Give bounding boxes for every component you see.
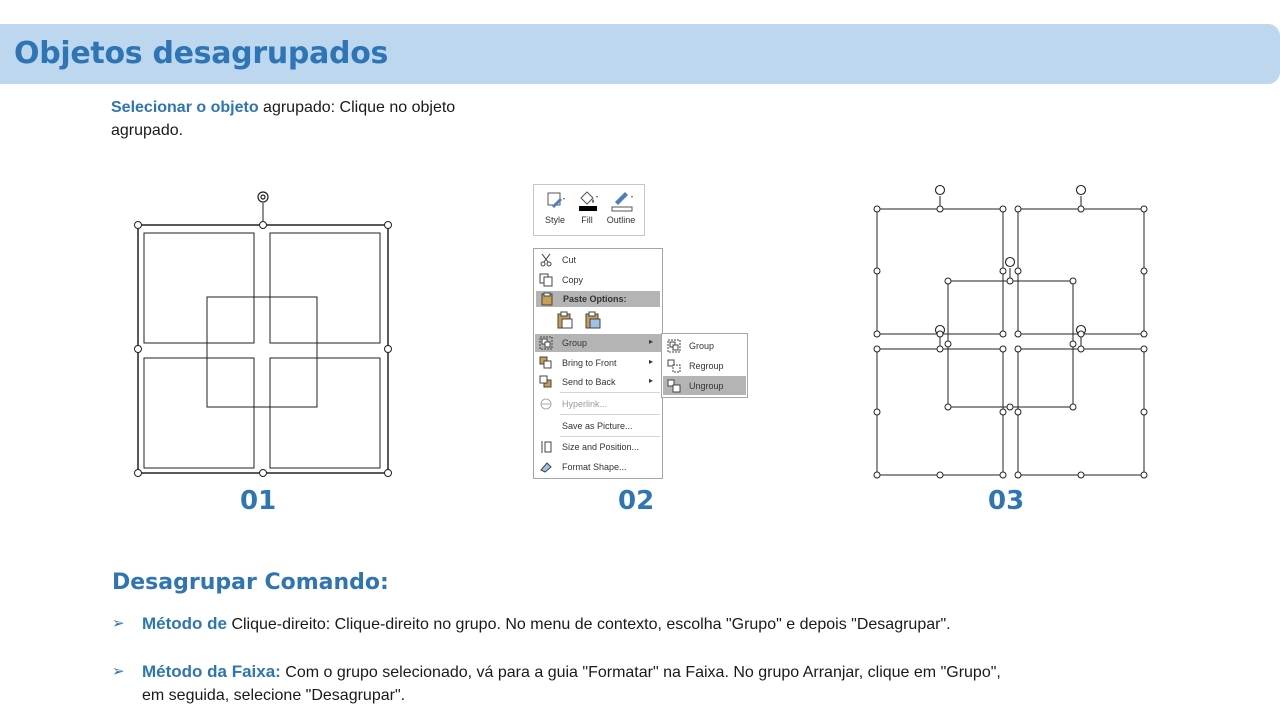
paste-options-header: Paste Options:	[536, 291, 660, 307]
style-button[interactable]: Style	[538, 185, 572, 235]
mini-toolbar	[533, 184, 645, 236]
ungroup-icon	[667, 379, 681, 393]
menu-separator	[560, 414, 660, 415]
submenu-item-regroup[interactable]: Regroup	[663, 356, 746, 375]
figure-label-02: 02	[618, 486, 655, 516]
menu-item-save-as-picture[interactable]: Save as Picture...	[562, 421, 633, 431]
menu-item-group[interactable]: Group ▸	[535, 334, 661, 352]
section-title: Desagrupar Comando:	[112, 570, 389, 595]
chevron-right-icon: ▸	[648, 337, 653, 346]
regroup-icon	[667, 359, 681, 373]
submenu-item-group[interactable]: Group	[663, 336, 746, 355]
scissors-icon	[539, 253, 553, 267]
figure-label-03: 03	[988, 486, 1025, 516]
copy-icon	[539, 273, 553, 287]
menu-item-send-to-back[interactable]: Send to Back ▸	[535, 373, 661, 391]
intro-text	[111, 96, 531, 142]
fill-bucket-icon	[577, 188, 599, 212]
rotate-handle-icon	[258, 192, 268, 202]
intro-rest: agrupado: Clique no objeto agrupado.	[111, 99, 456, 139]
style-icon	[546, 190, 566, 210]
arrow-bullet-icon: ➢	[112, 663, 125, 680]
clipboard-icon	[540, 292, 554, 306]
format-shape-icon	[539, 460, 553, 474]
context-menu	[533, 248, 663, 479]
menu-item-bring-to-front[interactable]: Bring to Front ▸	[535, 354, 661, 372]
selection-handles	[874, 206, 1147, 478]
menu-item-hyperlink: Hyperlink...	[535, 395, 661, 413]
paste-picture-icon	[584, 311, 602, 329]
figure-label-01: 01	[240, 486, 277, 516]
bring-to-front-icon	[539, 356, 553, 370]
figure-grouped	[125, 185, 405, 485]
menu-item-copy[interactable]: Copy	[535, 271, 661, 289]
title-bar	[0, 24, 1280, 84]
menu-item-size-and-position[interactable]: Size and Position...	[535, 438, 661, 456]
intro-bold: Selecionar o objeto	[111, 99, 259, 116]
selection-handles	[135, 222, 392, 477]
outline-button[interactable]: Outline	[604, 185, 638, 235]
size-position-icon	[539, 440, 553, 454]
fill-button[interactable]: Fill	[570, 185, 604, 235]
menu-separator	[560, 392, 660, 393]
menu-item-format-shape[interactable]: Format Shape...	[535, 458, 661, 476]
group-submenu	[661, 333, 748, 398]
hyperlink-icon	[539, 397, 553, 411]
group-icon	[539, 336, 553, 350]
page-title: Objetos desagrupados	[14, 36, 389, 71]
chevron-right-icon: ▸	[648, 376, 653, 385]
submenu-item-ungroup[interactable]: Ungroup	[663, 376, 746, 395]
menu-separator	[560, 436, 660, 437]
rotate-handle-icon	[936, 186, 1086, 335]
group-icon	[667, 339, 681, 353]
chevron-right-icon: ▸	[648, 357, 653, 366]
send-to-back-icon	[539, 375, 553, 389]
menu-item-cut[interactable]: Cut	[535, 251, 661, 269]
outline-pen-icon	[610, 188, 634, 212]
arrow-bullet-icon: ➢	[112, 615, 125, 632]
paste-keep-source-icon	[556, 311, 574, 329]
figure-ungrouped	[870, 180, 1155, 480]
